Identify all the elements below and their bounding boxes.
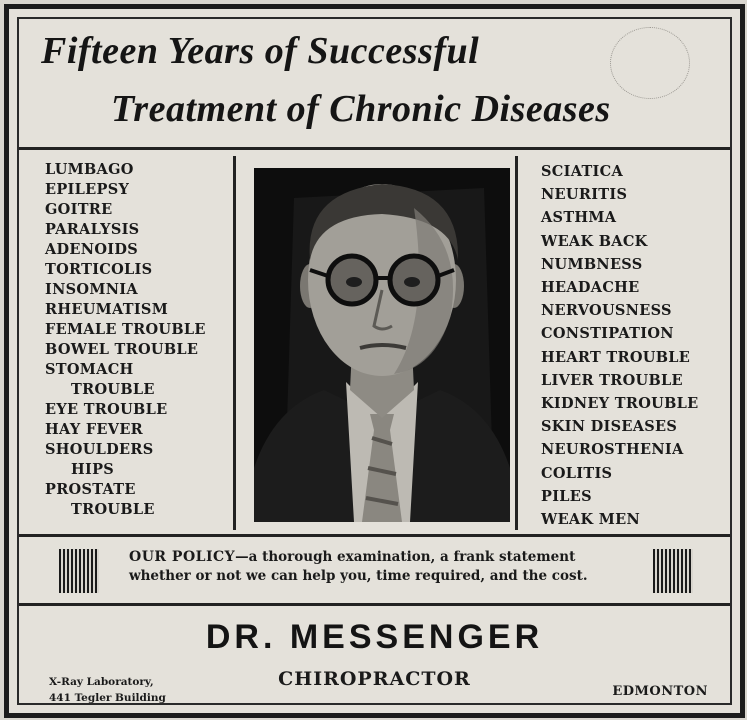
- condition-item: HEADACHE: [541, 279, 640, 297]
- faded-stamp-mark: [610, 27, 690, 99]
- condition-item: EPILEPSY: [45, 181, 130, 198]
- headline-line-1: Fifteen Years of Successful: [41, 30, 480, 72]
- condition-item: COLITIS: [541, 464, 613, 482]
- condition-item: FEMALE TROUBLE: [45, 321, 206, 338]
- policy-line-2: whether or not we can help you, time required, and the cost.: [129, 568, 588, 584]
- advertisement-frame: [17, 17, 732, 705]
- condition-item: LUMBAGO: [45, 161, 134, 178]
- condition-item: PILES: [541, 487, 592, 505]
- right-conditions-list: [541, 160, 698, 531]
- condition-item: NERVOUSNESS: [541, 302, 672, 320]
- doctor-name: DR. MESSENGER: [205, 618, 544, 656]
- condition-item: HAY FEVER: [45, 421, 144, 438]
- condition-item: SHOULDERS: [45, 441, 154, 458]
- address-line-2: 441 Tegler Building: [49, 692, 166, 704]
- profession-title: CHIROPRACTOR: [278, 668, 471, 690]
- conditions-panel: [19, 150, 730, 534]
- condition-item: RHEUMATISM: [45, 301, 169, 318]
- condition-item: NUMBNESS: [541, 255, 643, 273]
- condition-item: TROUBLE: [71, 381, 155, 398]
- right-column-divider: [515, 156, 518, 530]
- policy-label: OUR POLICY: [129, 549, 236, 565]
- condition-item: HIPS: [71, 461, 115, 478]
- condition-item: EYE TROUBLE: [45, 401, 168, 418]
- headline-panel: [19, 19, 730, 150]
- condition-item: LIVER TROUBLE: [541, 371, 683, 389]
- condition-item: NEURITIS: [541, 186, 628, 204]
- left-conditions-list: [45, 160, 206, 520]
- condition-item: NEUROSTHENIA: [541, 441, 684, 459]
- footer-panel: [19, 604, 730, 703]
- condition-item: SKIN DISEASES: [541, 418, 678, 436]
- left-hatched-ornament: [59, 549, 99, 593]
- condition-item: CONSTIPATION: [541, 325, 674, 343]
- city-name: EDMONTON: [612, 684, 708, 699]
- policy-statement: [129, 548, 639, 586]
- address-line-1: X-Ray Laboratory,: [49, 676, 154, 688]
- condition-item: SCIATICA: [541, 163, 624, 180]
- policy-panel: [19, 534, 730, 606]
- condition-item: TORTICOLIS: [45, 261, 153, 278]
- condition-item: ADENOIDS: [45, 241, 138, 258]
- condition-item: TROUBLE: [71, 501, 155, 518]
- doctor-portrait-photo: [254, 168, 510, 522]
- condition-item: GOITRE: [45, 201, 113, 218]
- condition-item: HEART TROUBLE: [541, 348, 691, 366]
- condition-item: WEAK MEN: [541, 511, 640, 529]
- condition-item: STOMACH: [45, 361, 134, 378]
- headline-line-2: Treatment of Chronic Diseases: [111, 88, 611, 130]
- condition-item: PARALYSIS: [45, 221, 140, 238]
- condition-item: KIDNEY TROUBLE: [541, 395, 699, 413]
- condition-item: INSOMNIA: [45, 281, 138, 298]
- condition-item: PROSTATE: [45, 481, 136, 498]
- condition-item: ASTHMA: [541, 209, 617, 227]
- condition-item: BOWEL TROUBLE: [45, 341, 199, 358]
- policy-line-1: —a thorough examination, a frank statement: [235, 549, 576, 565]
- right-hatched-ornament: [653, 549, 693, 593]
- condition-item: WEAK BACK: [541, 232, 648, 250]
- left-column-divider: [233, 156, 236, 530]
- advertisement: [4, 4, 745, 718]
